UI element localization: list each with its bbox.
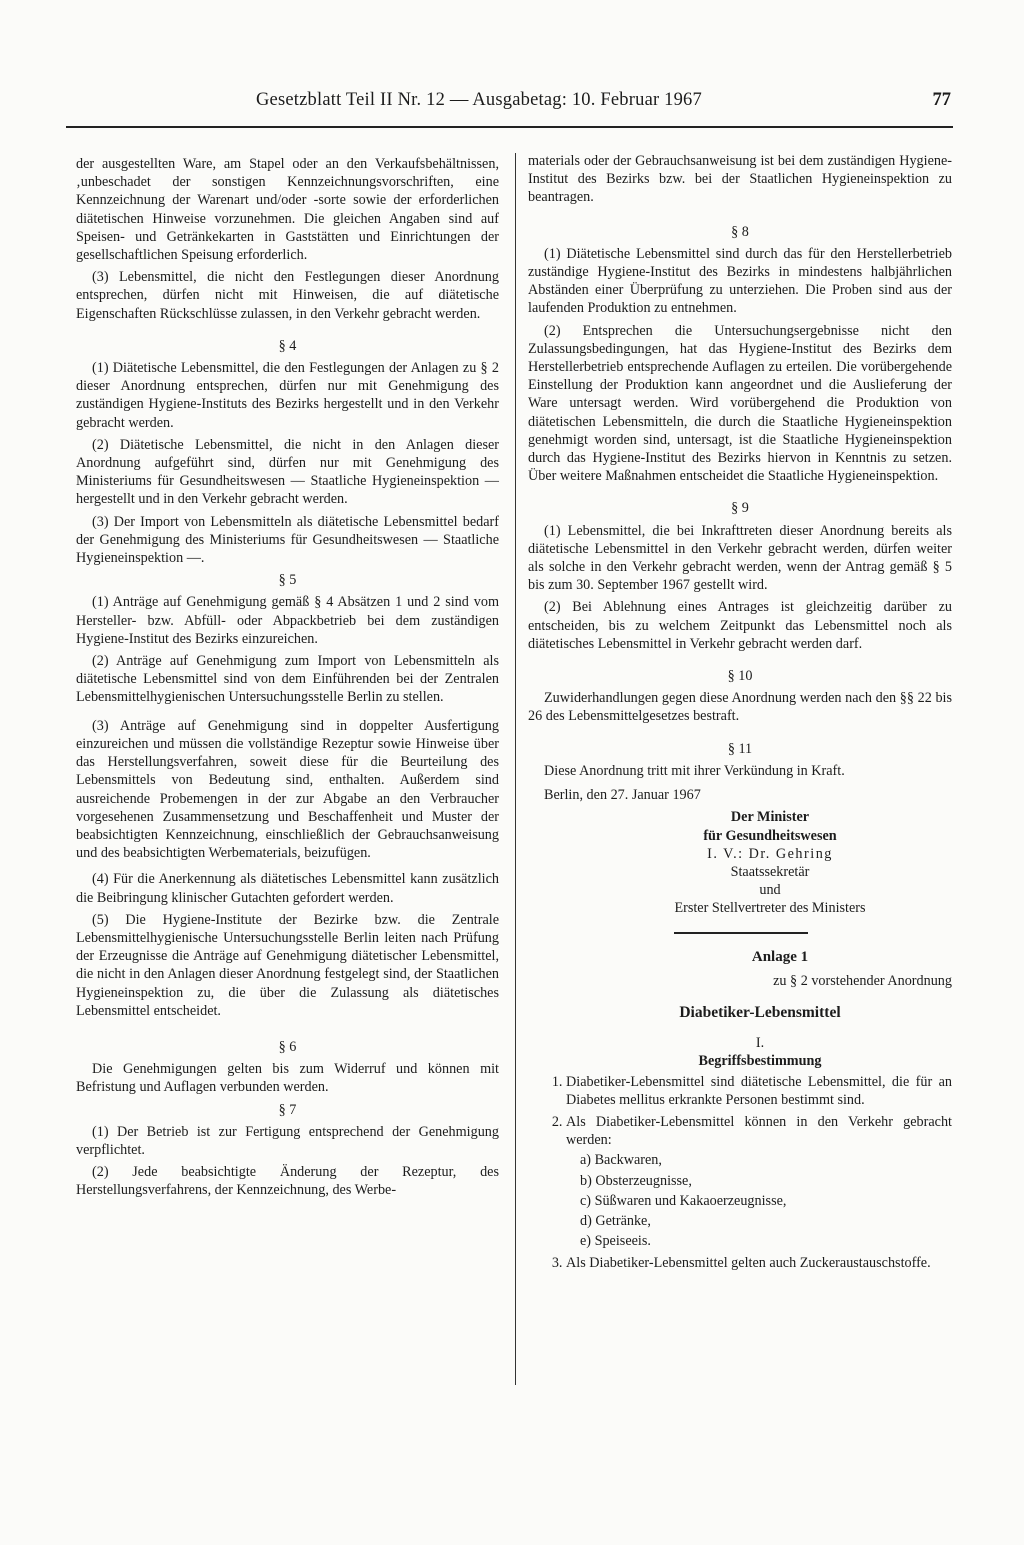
- paragraph: (1) Lebensmittel, die bei Inkrafttreten dieser Anordnung bereits als diätetische Lebensmittel in den Verkehr gebracht werden, dürfen weiter als solche in den Verkehr gebracht werden, wenn der Antrag gemäß § 5 bis zum 30. September 1967 gestellt wird.: [528, 522, 952, 594]
- section-heading: § 6: [278, 1038, 297, 1055]
- product-list: [566, 1151, 952, 1250]
- section-heading: § 5: [278, 572, 297, 589]
- list-item: 1. Diabetiker-Lebensmittel sind diätetische Lebensmittel, die für an Diabetes mellitus erkrankte Personen bestimmt sind.: [566, 1073, 952, 1109]
- sub-list-item: b) Obsterzeugnisse,: [580, 1172, 692, 1189]
- paragraph: (5) Die Hygiene-Institute der Bezirke bzw. die Zentrale Lebensmittelhygienische Untersuchungsstelle Berlin leiten nach Prüfung der Erzeugnisse die Anträge auf Genehmigung diätetischer Lebensmittel, die nicht in den Anlagen dieser Anordnung festgelegt sind, der Staatlichen Hygieneinspektion zu, die über die Zulassung als diätetisches Lebensmittel entscheidet.: [76, 911, 499, 1019]
- paragraph: Zuwiderhandlungen gegen diese Anordnung werden nach den §§ 22 bis 26 des Lebensmittelgesetzes bestraft.: [528, 690, 952, 725]
- paragraph: (1) Der Betrieb ist zur Fertigung entsprechend der Genehmigung verpflichtet.: [76, 1123, 499, 1158]
- header-title: Gesetzblatt Teil II Nr. 12 — Ausgabetag: 10. Februar 1967: [256, 90, 702, 110]
- section-heading: § 8: [731, 223, 749, 240]
- paragraph: (2) Diätetische Lebensmittel, die nicht in den Anlagen dieser Anordnung aufgeführt sind, dürfen nur mit Genehmigung des Ministeriums für Gesundheitswesen — Staatliche Hygieneinspektion — hergestellt und in den Verkehr gebracht werden.: [76, 436, 499, 508]
- appendix-title: Anlage 1: [751, 948, 809, 965]
- paragraph: (2) Bei Ablehnung eines Antrages ist gleichzeitig darüber zu entscheiden, bis zu welchem Zeitpunkt das Lebensmittel noch als diätetisches Lebensmittel in Verkehr gebracht werden darf.: [528, 599, 952, 652]
- part-title: Begriffsbestimmung: [698, 1053, 822, 1070]
- sub-list-item: d) Getränke,: [580, 1212, 651, 1229]
- paragraph: (1) Diätetische Lebensmittel, die den Festlegungen der Anlagen zu § 2 dieser Anordnung entsprechen, dürfen nur mit Genehmigung des zuständigen Hygiene-Instituts des Bezirks hergestellt und in den Verkehr gebracht werden.: [76, 360, 499, 431]
- right-column: [528, 152, 952, 1277]
- signature-line: Staatssekretär: [730, 863, 810, 880]
- appendix-heading: Diabetiker-Lebensmittel: [679, 1003, 841, 1021]
- paragraph: materials oder der Gebrauchsanweisung ist bei dem zuständigen Hygiene-Institut des Bezirks bzw. bei der Staatlichen Hygieneinspektion zu beantragen.: [528, 153, 952, 206]
- section-heading: § 7: [278, 1101, 297, 1118]
- paragraph: (3) Lebensmittel, die nicht den Festlegungen dieser Anordnung entsprechen, dürfen nicht mit Hinweisen, die auf diätetische Eigenschaften Rückschlüsse zulassen, in den Verkehr gebracht werden.: [76, 269, 499, 322]
- page-number: 77: [932, 90, 951, 110]
- section-heading: § 11: [727, 740, 753, 757]
- sub-list-item: a) Backwaren,: [580, 1152, 662, 1169]
- list-item-text: Als Diabetiker-Lebensmittel können in den Verkehr gebracht werden:: [566, 1113, 952, 1149]
- paragraph: (2) Entsprechen die Untersuchungsergebnisse nicht den Zulassungsbedingungen, hat das Hygiene-Institut des Bezirks dem Herstellerbetrieb entsprechende Auflagen zu erteilen. Die vorübergehende Einstellung der Produktion kann angeordnet und die Auslieferung der Ware untersagt werden. Wird vorübergehend die Produktion von diätetischen Lebensmitteln, die durch die Staatliche Hygieneinspektion genehmigt worden sind, untersagt, ist die Staatliche Hygieneinspektion durch das Hygiene-Institut des Bezirks hiervon in Kenntnis zu setzen. Über weitere Maßnahmen entscheidet die Staatliche Hygieneinspektion.: [528, 322, 952, 485]
- sub-list-item: e) Speiseeis.: [580, 1233, 651, 1250]
- paragraph: (2) Anträge auf Genehmigung zum Import von Lebensmitteln als diätetische Lebensmittel sind von dem Einführenden bei der Zentralen Lebensmittelhygienischen Untersuchungsstelle Berlin zu stellen.: [76, 653, 499, 706]
- definition-list: [528, 1073, 952, 1273]
- page-header: [66, 90, 953, 128]
- list-item: [566, 1113, 952, 1250]
- separator-rule: [674, 932, 808, 934]
- list-item: 3. Als Diabetiker-Lebensmittel gelten auch Zuckeraustauschstoffe.: [566, 1254, 952, 1272]
- section-heading: § 10: [727, 668, 753, 685]
- paragraph: (4) Für die Anerkennung als diätetisches Lebensmittel kann zusätzlich die Beibringung klinischer Gutachten gefordert werden.: [76, 871, 499, 906]
- paragraph: (3) Anträge auf Genehmigung sind in doppelter Ausfertigung einzureichen und müssen die vollständige Rezeptur sowie Hinweise über das Herstellungsverfahren, soweit diese für die Beurteilung des Lebensmittels von Bedeutung sind, enthalten. Außerdem sind ausreichende Probemengen in der zur Abgabe an den Verbraucher vorgesehenen Zusammensetzung und Beschaffenheit und Muster der beabsichtigten Kennzeichnung, einschließlich der Gebrauchsanweisung und des beabsichtigten Werbematerials, beizufügen.: [76, 717, 499, 862]
- signature-line: und: [759, 882, 781, 899]
- signature-name: I. V.: Dr. Gehring: [707, 845, 833, 862]
- section-heading: § 9: [731, 500, 749, 517]
- paragraph: (3) Der Import von Lebensmitteln als diätetische Lebensmittel bedarf der Genehmigung des Ministeriums für Gesundheitswesen — Staatliche Hygieneinspektion —.: [76, 513, 499, 567]
- left-column: [76, 155, 499, 1204]
- section-heading: § 4: [278, 337, 297, 354]
- part-number: I.: [755, 1035, 765, 1052]
- place-date: Berlin, den 27. Januar 1967: [544, 787, 701, 804]
- signature-line: Der Minister: [730, 809, 810, 826]
- paragraph: Die Genehmigungen gelten bis zum Widerruf und können mit Befristung und Auflagen verbunden werden.: [76, 1061, 499, 1096]
- paragraph: (1) Diätetische Lebensmittel sind durch das für den Herstellerbetrieb zuständige Hygiene-Institut des Bezirks in mindestens halbjährlichen Abständen einer Überprüfung zu unterziehen. Die Proben sind aus der laufenden Produktion zu entnehmen.: [528, 245, 952, 317]
- sub-list-item: c) Süßwaren und Kakaoerzeugnisse,: [580, 1192, 787, 1209]
- signature-line: für Gesundheitswesen: [703, 827, 837, 844]
- paragraph: der ausgestellten Ware, am Stapel oder an den Verkaufsbehältnissen,‚unbeschadet der sonstigen Kennzeichnungsvorschriften, eine Kennzeichnung der Warenart und/oder -sorte sowie der erforderlichen diätetischen Hinweise vorzunehmen. Die gleichen Angaben sind auf Speisen- und Getränkekarten in Gaststätten und Einrichtungen der gesellschaftlichen Speisung erforderlich.: [76, 156, 499, 264]
- paragraph: (1) Anträge auf Genehmigung gemäß § 4 Absätzen 1 und 2 sind vom Hersteller- bzw. Abfüll- oder Abpackbetrieb bei dem zuständigen Hygiene-Institut des Bezirks einzureichen.: [76, 594, 499, 647]
- paragraph: Diese Anordnung tritt mit ihrer Verkündung in Kraft.: [544, 762, 845, 779]
- appendix-subtitle: zu § 2 vorstehender Anordnung: [773, 972, 952, 989]
- column-divider: [515, 153, 516, 1385]
- paragraph: (2) Jede beabsichtigte Änderung der Rezeptur, des Herstellungsverfahrens, der Kennzeichnung, des Werbe-: [76, 1164, 499, 1199]
- signature-line: Erster Stellvertreter des Ministers: [674, 900, 866, 917]
- signature-block: [528, 808, 952, 917]
